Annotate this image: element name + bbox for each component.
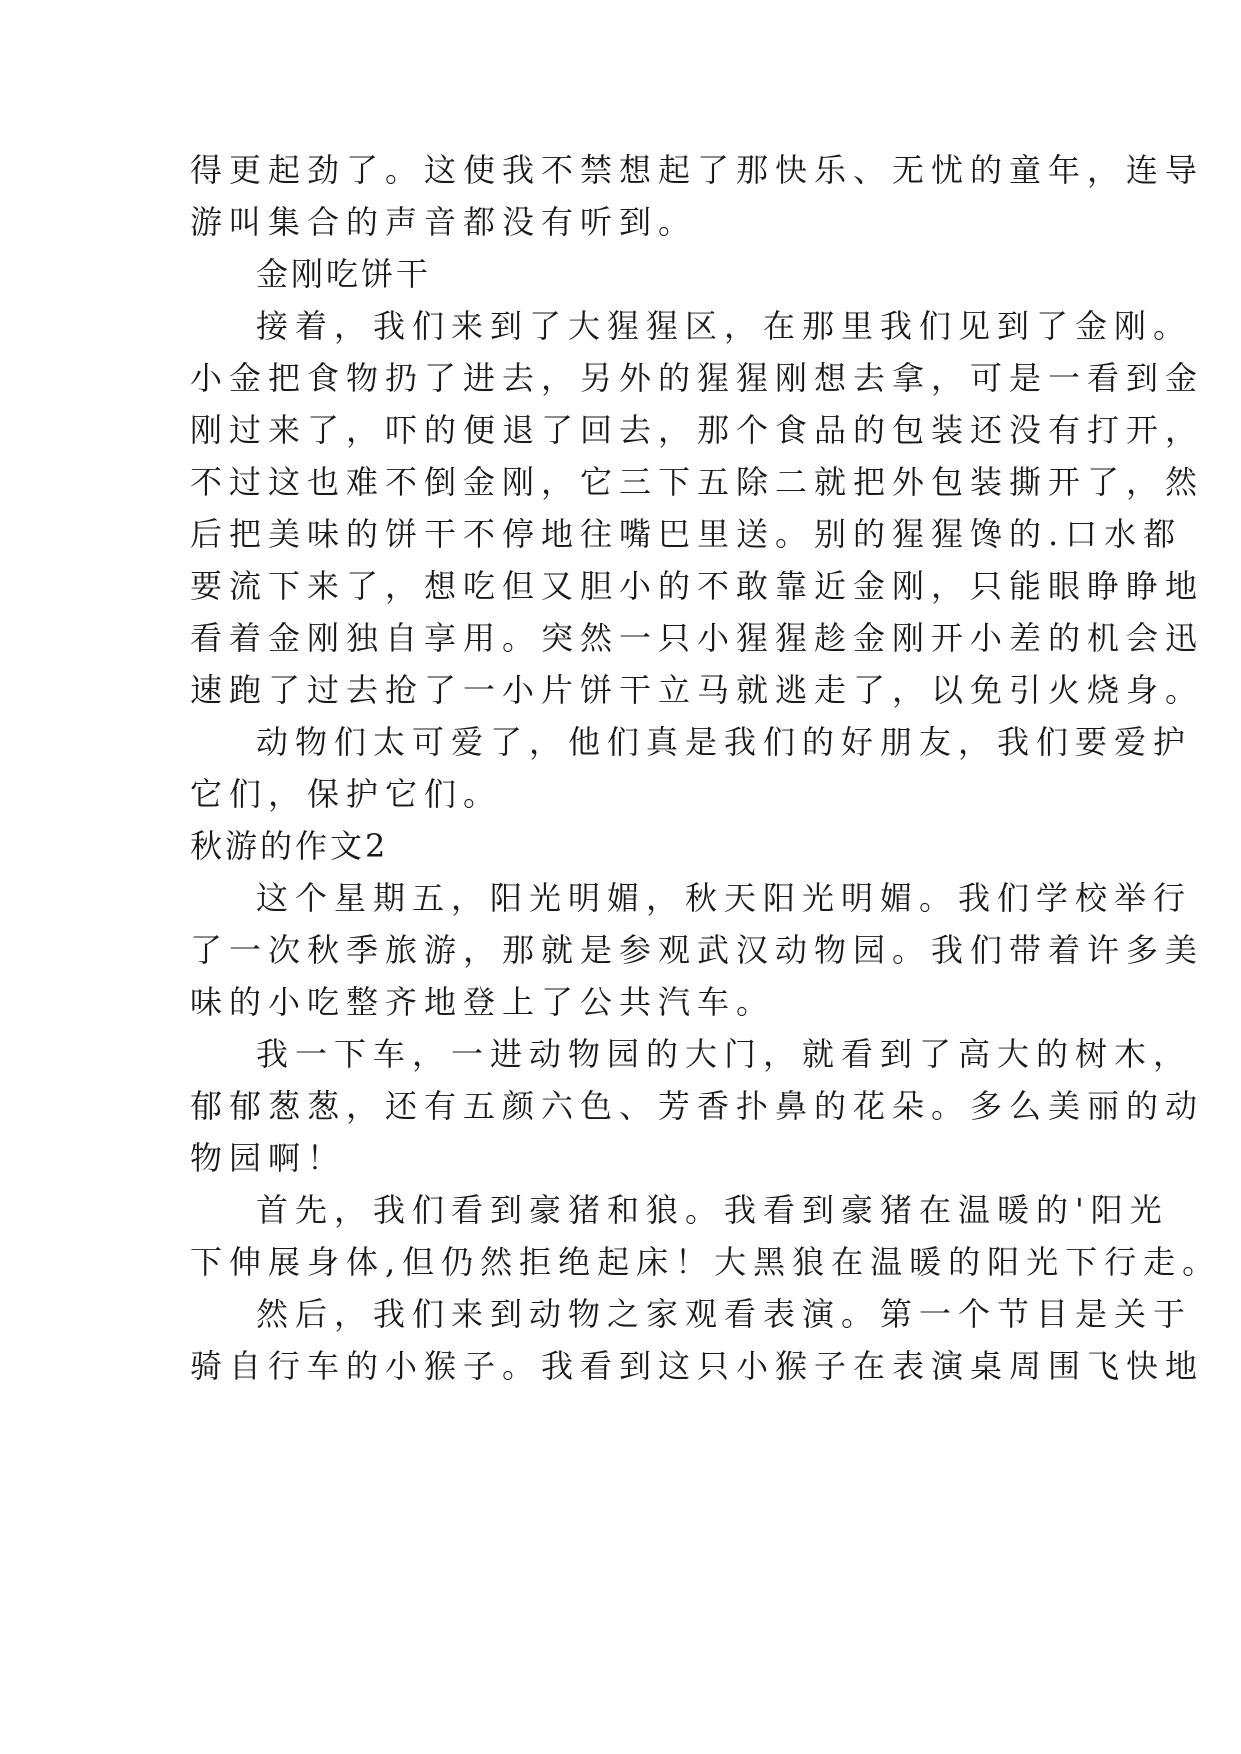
- paragraph-line: 物园啊！: [190, 1139, 347, 1177]
- paragraph-line: 动物们太可爱了，他们真是我们的好朋友，我们要爱护: [256, 723, 1193, 761]
- paragraph-line: 首先，我们看到豪猪和狼。我看到豪猪在温暖的'阳光: [256, 1191, 1169, 1229]
- paragraph-line: 这个星期五，阳光明媚，秋天阳光明媚。我们学校举行: [256, 879, 1193, 917]
- paragraph-line: 味的小吃整齐地登上了公共汽车。: [190, 983, 776, 1021]
- paragraph-line: 看着金刚独自享用。突然一只小猩猩趁金刚开小差的机会迅: [190, 619, 1205, 657]
- paragraph-line: 下伸展身体,但仍然拒绝起床！大黑狼在温暖的阳光下行走。: [190, 1243, 1222, 1281]
- paragraph-line: 速跑了过去抢了一小片饼干立马就逃走了，以免引火烧身。: [190, 671, 1205, 709]
- section-subheading: 金刚吃饼干: [256, 255, 432, 293]
- paragraph-line: 接着，我们来到了大猩猩区，在那里我们见到了金刚。: [256, 307, 1193, 345]
- paragraph-line: 要流下来了，想吃但又胆小的不敢靠近金刚，只能眼睁睁地: [190, 567, 1205, 605]
- paragraph-line: 了一次秋季旅游，那就是参观武汉动物园。我们带着许多美: [190, 931, 1205, 969]
- paragraph-line: 得更起劲了。这使我不禁想起了那快乐、无忧的童年，连导: [190, 151, 1205, 189]
- paragraph-line: 后把美味的饼干不停地往嘴巴里送。别的猩猩馋的.口水都: [190, 515, 1183, 553]
- paragraph-line: 我一下车，一进动物园的大门，就看到了高大的树木，: [256, 1035, 1193, 1073]
- article-title: 秋游的作文2: [190, 827, 389, 865]
- paragraph-line: 小金把食物扔了进去，另外的猩猩刚想去拿，可是一看到金: [190, 359, 1205, 397]
- paragraph-line: 然后，我们来到动物之家观看表演。第一个节目是关于: [256, 1295, 1193, 1333]
- paragraph-line: 郁郁葱葱，还有五颜六色、芳香扑鼻的花朵。多么美丽的动: [190, 1087, 1205, 1125]
- paragraph-line: 骑自行车的小猴子。我看到这只小猴子在表演桌周围飞快地: [190, 1347, 1205, 1385]
- paragraph-line: 刚过来了，吓的便退了回去，那个食品的包装还没有打开，: [190, 411, 1205, 449]
- paragraph-line: 不过这也难不倒金刚，它三下五除二就把外包装撕开了，然: [190, 463, 1205, 501]
- paragraph-line: 游叫集合的声音都没有听到。: [190, 203, 698, 241]
- paragraph-line: 它们，保护它们。: [190, 775, 503, 813]
